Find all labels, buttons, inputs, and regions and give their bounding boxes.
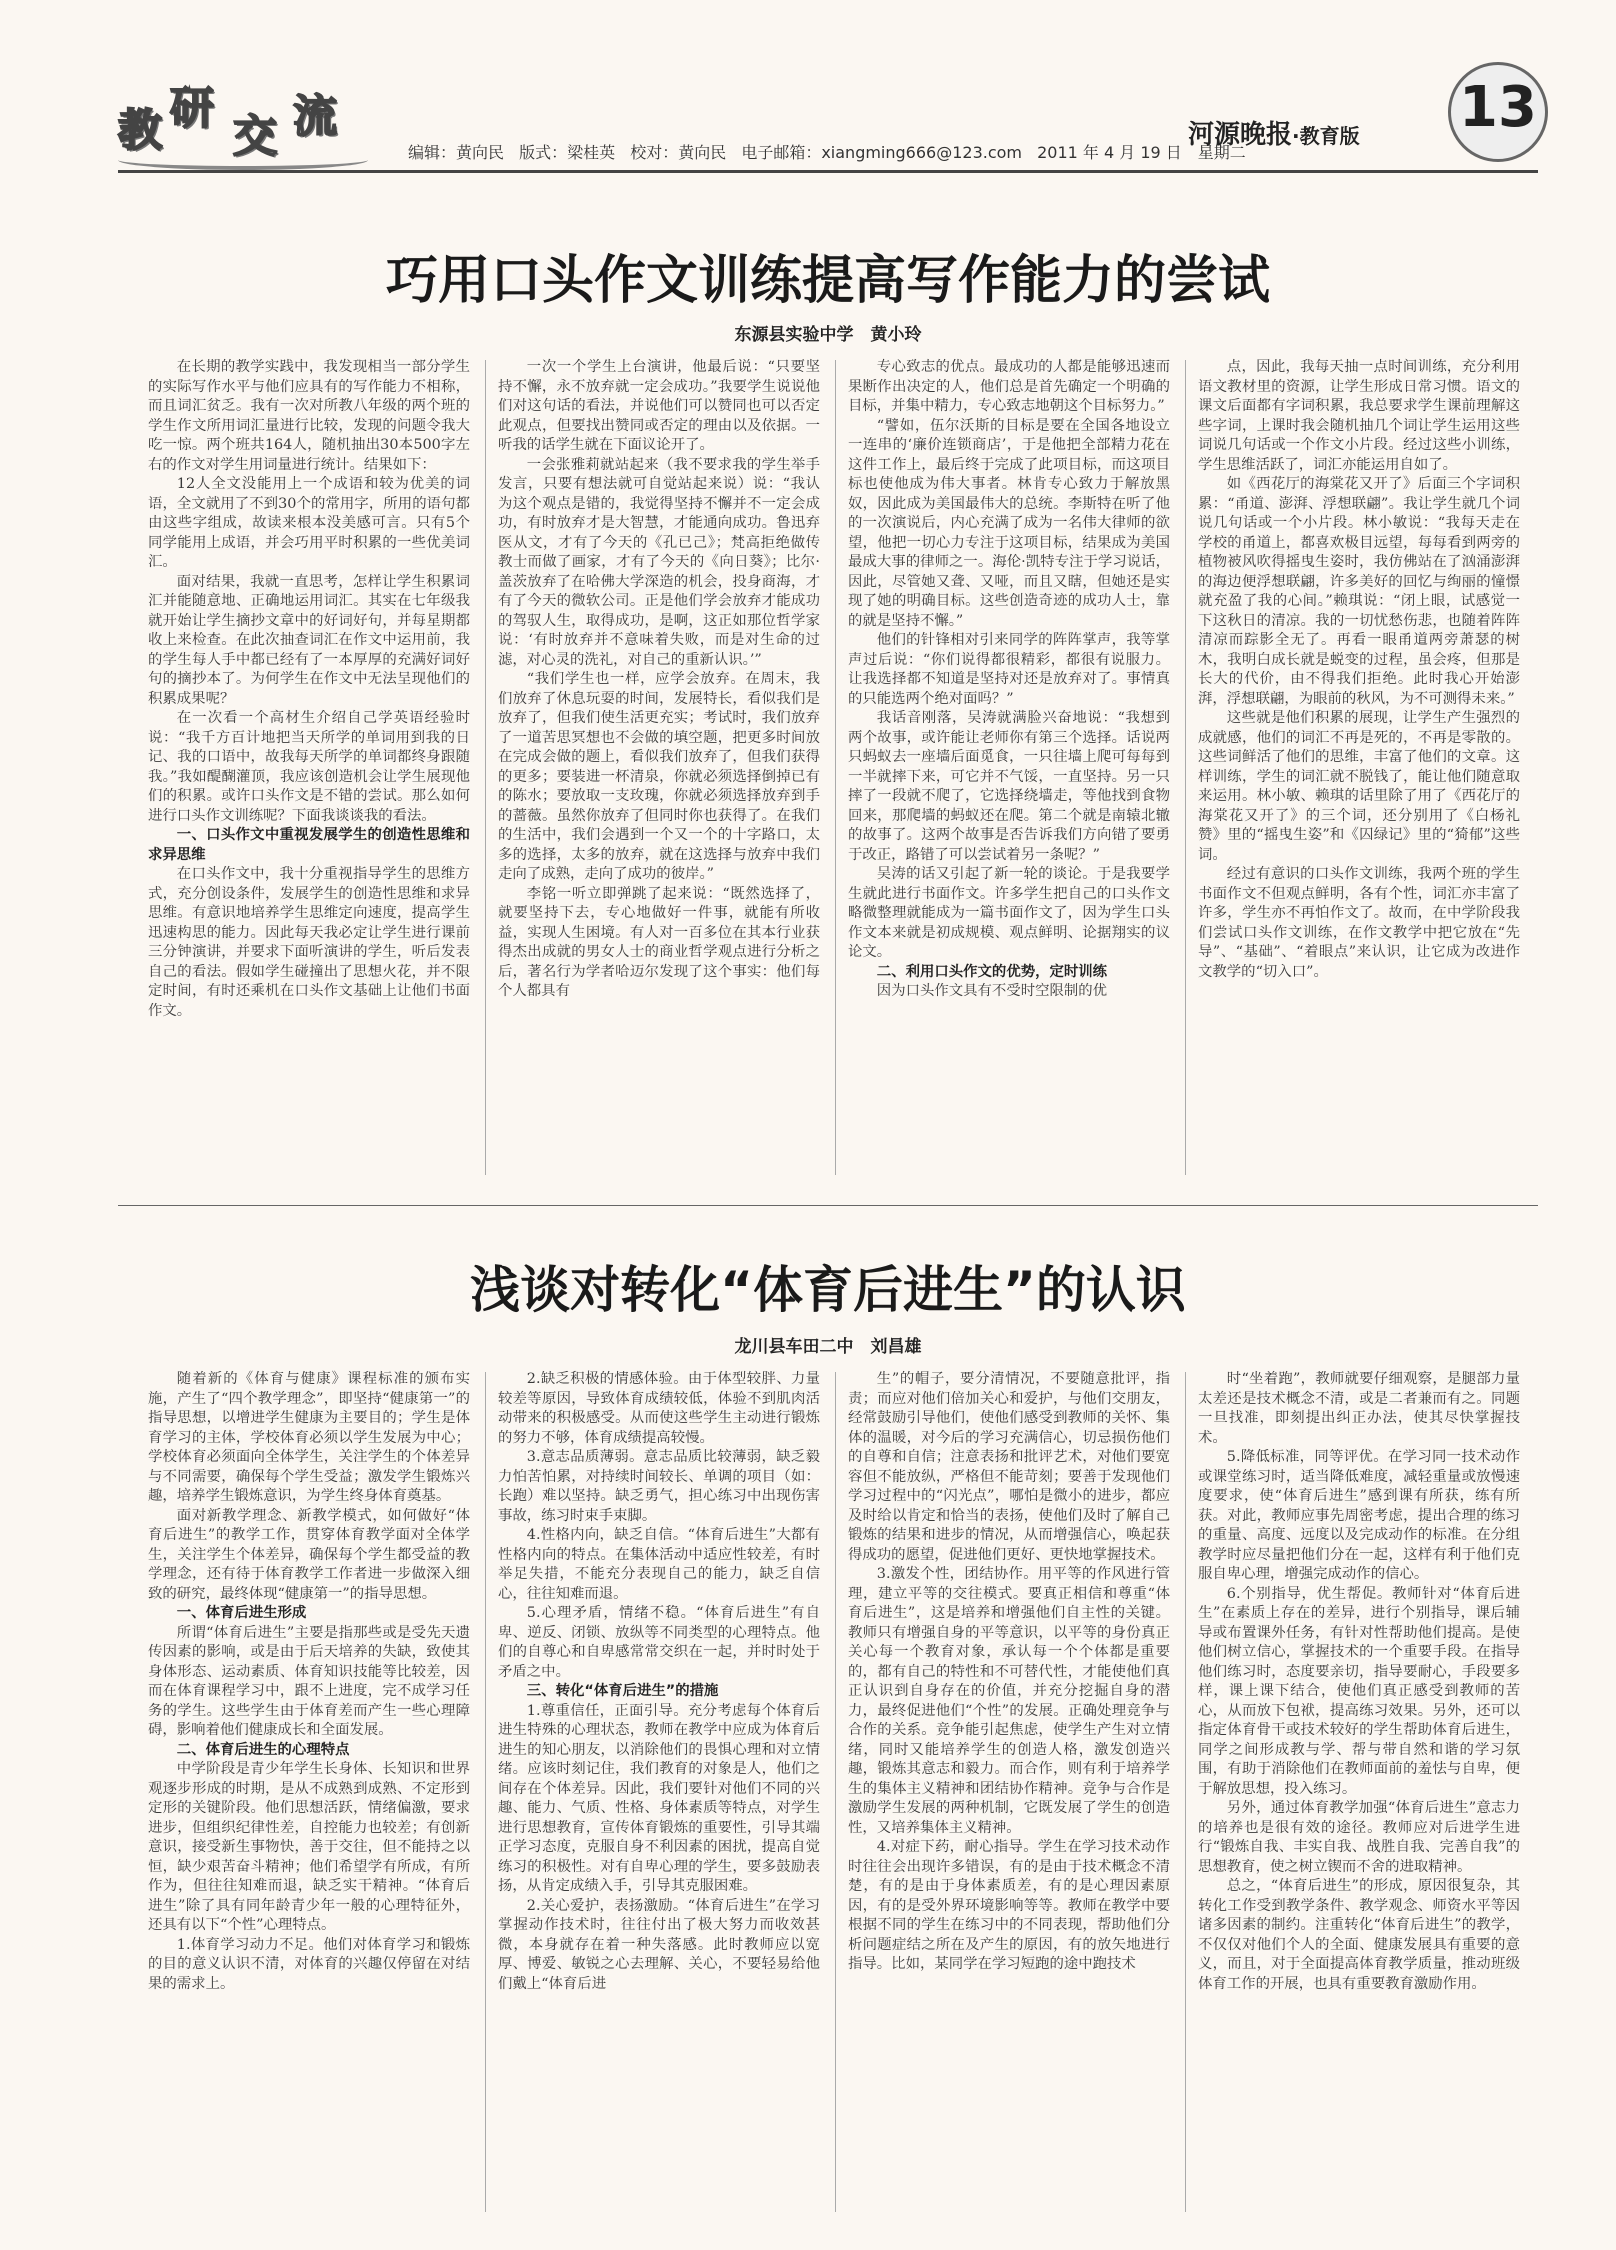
paragraph: “我们学生也一样，应学会放弃。在周末，我们放弃了休息玩耍的时间，发展特长，看似我们是放弃了，但我们使生活更充实；考试时，我们放弃了一道苦思冥想也不会做的填空题，把更多时间放在完成会做的题上，看似我们放弃了，但我们获得的更多；要装进一杯清泉，你就必须选择倒掉已有的陈水；要放取一支玫瑰，你就必须选择放弃到手的蔷薇。虽然你放弃了但同时你也获得了。在我们的生活中，我们会遇到一个又一个的十字路口，太多的选择，太多的放弃，就在这选择与放弃中我们走向了成熟，走向了成功的彼岸。” <box>498 671 820 882</box>
article2-author: 龙川县车田二中 刘昌雄 <box>734 1337 922 1357</box>
article-separator <box>118 1205 1538 1206</box>
article1-column-4 <box>1198 358 1520 1178</box>
article1-title: 巧用口头作文训练提高写作能力的尝试 <box>385 251 1270 311</box>
paragraph: 如《西花厅的海棠花又开了》后面三个字词积累：“甬道、澎湃、浮想联翩”。我让学生就几个词说几句话或一个小片段。林小敏说：“我每天走在学校的甬道上，都喜欢极目远望，每每看到两旁的植物被风吹得摇曳生姿时，我仿佛站在了汹涌澎湃的海边便浮想联翩，许多美好的回忆与绚丽的憧憬就充盈了我的心间。”赖琪说：“闭上眼，试感觉一下这秋日的清凉。我的一切忧愁伤悲，也随着阵阵清凉而踪影全无了。再看一眼甬道两旁萧瑟的树木，我明白成长就是蜕变的过程，虽会疼，但那是长大的代价，由不得我们拒绝。此时我心开始澎湃，浮想联翩，为眼前的秋风，为不可测得未来。” <box>1198 476 1520 707</box>
paragraph: 一次一个学生上台演讲，他最后说：“只要坚持不懈，永不放弃就一定会成功。”我要学生说说他们对这句话的看法，并说他们可以赞同也可以否定此观点，但要找出赞同或否定的理由以及依据。一听我的话学生就在下面议论开了。 <box>498 359 820 453</box>
paragraph: 随着新的《体育与健康》课程标准的颁布实施，产生了“四个教学理念”，即坚持“健康第一”的指导思想，以增进学生健康为主要目的；学生是体育学习的主体，学校体育必须以学生发展为中心；学校体育必须面向全体学生，关注学生的个体差异与不同需要，确保每个学生受益；激发学生锻炼兴趣，培养学生锻炼意识，为学生终身体育奠基。 <box>148 1371 470 1504</box>
article2-column-4 <box>1198 1370 1520 2215</box>
article1-column-2 <box>498 358 820 1178</box>
paragraph: 12人全文没能用上一个成语和较为优美的词语，全文就用了不到30个的常用字，所用的语句都由这些字组成，故读来根本没美感可言。只有5个同学能用上成语，并会巧用平时积累的一些优美词汇。 <box>148 476 470 570</box>
section-heading: 二、体育后进生的心理特点 <box>176 1741 350 1758</box>
paragraph: 时“坐着跑”，教师就要仔细观察，是腿部力量太差还是技术概念不清，或是二者兼而有之。同题一旦找准，即刻提出纠正办法，使其尽快掌握技术。 <box>1198 1371 1520 1446</box>
credits-line <box>408 140 1256 163</box>
paragraph: 1.尊重信任，正面引导。充分考虑每个体育后进生特殊的心理状态，教师在教学中应成为体育后进生的知心朋友，以消除他们的畏惧心理和对立情绪。应该时刻记住，我们教育的对象是人，他们之间存在个体差异。因此，我们要针对他们不同的兴趣、能力、气质、性格、身体素质等特点，对学生进行思想教育，宣传体育锻炼的重要性，引导其端正学习态度，克服自身不利因素的困扰，提高自觉练习的积极性。对有自卑心理的学生，要多鼓励表扬，从肯定成绩入手，引导其克服困难。 <box>498 1702 820 1894</box>
paragraph: 在一次看一个高材生介绍自己学英语经验时说：“我千方百计地把当天所学的单词用到我的日记、我的口语中，故我每天所学的单词都终身跟随我。”我如醍醐灌顶，我应该创造机会让学生展现他们的积累。或许口头作文是不错的尝试。那么如何进行口头作文训练呢？下面我谈谈我的看法。 <box>148 710 470 824</box>
section-heading: 二、利用口头作文的优势，定时训练 <box>876 963 1108 980</box>
paragraph: 他们的针锋相对引来同学的阵阵掌声，我等掌声过后说：“你们说得都很精彩，都很有说服力。让我选择都不知道是坚持对还是放弃对了。事情真的只能选两个绝对面吗？” <box>848 632 1170 707</box>
section-heading: 三、转化“体育后进生”的措施 <box>526 1683 719 1699</box>
paragraph: 4.对症下药，耐心指导。学生在学习技术动作时往往会出现许多错误，有的是由于技术概念不清楚，有的是由于身体素质差，有的是心理因素原因，有的是受外界环境影响等等。教师在教学中要根据不同的学生在练习中的不同表现，帮助他们分析问题症结之所在及产生的原因，有的放矢地进行指导。比如，某同学在学习短跑的途中跑技术 <box>848 1839 1170 1972</box>
section-char: 流 <box>293 91 337 142</box>
paragraph: 5.降低标准，同等评优。在学习同一技术动作或课堂练习时，适当降低难度，减轻重量或放慢速度要求，使“体育后进生”感到课有所获，练有所获。对此，教师应事先周密考虑，提出合理的练习的重量、高度、远度以及完成动作的标准。在分组教学时应尽量把他们分在一起，这样有利于他们克服自卑心理，增强完成动作的信心。 <box>1198 1449 1520 1582</box>
paragraph: 3.激发个性，团结协作。用平等的作风进行管理，建立平等的交往模式。要真正相信和尊重“体育后进生”，这是培养和增强他们自主性的关键。教师只有增强自身的平等意识，以平等的身份真正关心每一个教育对象，承认每一个个体都是重要的，都有自己的特性和不可替代性，才能使他们真正认识到自身存在的价值，并充分挖掘自身的潜力，最终促进他们“个性”的发展。正确处理竞争与合作的关系。竞争能引起焦虑，使学生产生对立情绪，同时又能培养学生的创造人格，激发创造兴趣，锻炼其意志和毅力。而合作，则有利于培养学生的集体主义精神和团结协作精神。竞争与合作是激励学生发展的两种机制，它既发展了学生的创造性，又培养集体主义精神。 <box>848 1566 1170 1836</box>
paper-logo <box>1188 114 1360 151</box>
edition-name: ·教育版 <box>1292 124 1360 148</box>
paragraph: 1.体育学习动力不足。他们对体育学习和锻炼的目的意义认识不清，对体育的兴趣仅停留在对结果的需求上。 <box>148 1936 470 1992</box>
paragraph: 这些就是他们积累的展现，让学生产生强烈的成就感，他们的词汇不再是死的，不再是零散的。这些词鲜活了他们的思维，丰富了他们的文章。这样训练，学生的词汇就不脱钱了，能让他们随意取来运用。林小敏、赖琪的话里除了用了《西花厅的海棠花又开了》的三个词，还分别用了《白杨礼赞》里的“摇曳生姿”和《囚绿记》里的“猗郁”这些词。 <box>1198 710 1520 863</box>
page-number-badge <box>1448 62 1548 162</box>
column-divider <box>835 1372 836 2212</box>
section-char: 交 <box>233 111 277 162</box>
paragraph: 总之，“体育后进生”的形成，原因很复杂，其转化工作受到教学条件、教学观念、师资水平等因诸多因素的制约。注重转化“体育后进生”的教学，不仅仅对他们个人的全面、健康发展具有重要的意义，而且，对于全面提高体育教学质量，推动班级体育工作的开展，也具有重要教育激励作用。 <box>1198 1878 1520 1992</box>
paragraph: 经过有意识的口头作文训练，我两个班的学生书面作文不但观点鲜明，各有个性，词汇亦丰富了许多，学生亦不再怕作文了。故而，在中学阶段我们尝试口头作文训练，在作文教学中把它放在“先导”、“基础”、“着眼点”来认识，让它成为改进作文教学的“切入口”。 <box>1198 866 1520 980</box>
article2-column-3 <box>848 1370 1170 2215</box>
paragraph: 在长期的教学实践中，我发现相当一部分学生的实际写作水平与他们应具有的写作能力不相称，而且词汇贫乏。我有一次对所教八年级的两个班的学生作文所用词汇量进行比较，发现的问题令我大吃一惊。两个班共164人，随机抽出30本500字左右的作文对学生用词量进行统计。结果如下： <box>148 359 470 473</box>
article1-column-1 <box>148 358 470 1178</box>
paragraph: 专心致志的优点。最成功的人都是能够迅速而果断作出决定的人，他们总是首先确定一个明确的目标，并集中精力，专心致志地朝这个目标努力。” <box>848 359 1170 414</box>
paragraph: 所谓“体育后进生”主要是指那些或是受先天遗传因素的影响，或是由于后天培养的失缺，致使其身体形态、运动素质、体育知识技能等比较差，因而在体育课程学习中，跟不上进度，完不成学习任务的学生。这些学生由于体育差而产生一些心理障碍，影响着他们健康成长和全面发展。 <box>148 1624 470 1738</box>
layout-credit: 版式：梁桂英 <box>519 143 616 162</box>
page-number: 13 <box>1459 75 1537 140</box>
proof-credit: 校对：黄向民 <box>630 143 727 162</box>
paragraph: 另外，通过体育教学加强“体育后进生”意志力的培养也是很有效的途径。教师应对后进学生进行“锻炼自我、丰实自我、战胜自我、完善自我”的思想教育，使之树立锲而不舍的进取精神。 <box>1198 1800 1520 1875</box>
paragraph: 吴涛的话又引起了新一轮的谈论。于是我要学生就此进行书面作文。许多学生把自己的口头作文略微整理就能成为一篇书面作文了，因为学生口头作文本来就是初成规模、观点鲜明、论据翔实的议论文。 <box>848 866 1170 960</box>
paragraph: 6.个别指导，优生帮促。教师针对“体育后进生”在素质上存在的差异，进行个别指导，课后辅导或布置课外任务，有针对性帮助他们提高。是使他们树立信心，掌握技术的一个重要手段。在指导他们练习时，态度要亲切，指导要耐心，手段要多样，课上课下结合，使他们真正感受到教师的苦心，从而放下包袱，提高练习效果。另外，还可以指定体育骨干或技术较好的学生帮助体育后进生，同学之间形成教与学、帮与带自然和谐的学习氛围，有助于消除他们在教师面前的羞怯与自卑，便于解放思想，投入练习。 <box>1198 1585 1520 1797</box>
paragraph: 点，因此，我每天抽一点时间训练，充分利用语文教材里的资源，让学生形成日常习惯。语文的课文后面都有字词积累，我总要求学生课前理解这些字词，上课时我会随机抽几个词让学生运用这些词说几句话或一个作文小片段。经过这些小训练，学生思维活跃了，词汇亦能运用自如了。 <box>1198 359 1520 473</box>
paragraph: 在口头作文中，我十分重视指导学生的思维方式，充分创设条件，发展学生的创造性思维和求异思维。有意识地培养学生思维定向速度，提高学生迅速构思的能力。因此每天我必定让学生进行课前三分钟演讲，并要求下面听演讲的学生，听后发表自己的看法。假如学生碰撞出了思想火花，并不限定时间，有时还乘机在口头作文基础上让他们书面作文。 <box>148 866 470 1019</box>
section-logo <box>118 72 368 162</box>
column-divider <box>485 360 486 1175</box>
paragraph: 2.缺乏积极的情感体验。由于体型较胖、力量较差等原因，导致体育成绩较低，体验不到肌肉活动带来的积极感受。从而使这些学生主动进行锻炼的努力不够，体育成绩提高较慢。 <box>498 1371 820 1446</box>
paragraph: 面对新教学理念、新教学模式，如何做好“体育后进生”的教学工作，贯穿体育教学面对全体学生，关注学生个体差异，确保每个学生都受益的教学理念，还有待于体育教学工作者进一步做深入细致的研究，最终体现“健康第一”的指导思想。 <box>148 1507 470 1602</box>
article1-author: 东源县实验中学 黄小玲 <box>734 325 922 345</box>
section-char: 研 <box>170 83 214 134</box>
issue-date: 2011 年 4 月 19 日 星期二 <box>1037 143 1246 162</box>
paragraph: “譬如，伍尔沃斯的目标是要在全国各地设立一连串的‘廉价连锁商店’，于是他把全部精力花在这件工作上，最后终于完成了此项目标，而这项目标也使他成为伟大事者。林肯专心致力于解放黑奴，因此成为美国最伟大的总统。李斯特在听了他的一次演说后，内心充满了成为一名伟大律师的欲望，他把一切心力专注于这项目标，结果成为美国最成大事的律师之一。海伦·凯特专注于学习说话，因此，尽管她又聋、又哑，而且又瞎，但她还是实现了她的明确目标。这些创造奇迹的成功人士，靠的就是坚持不懈。” <box>848 417 1170 629</box>
article1-column-3 <box>848 358 1170 1178</box>
column-divider <box>1185 1372 1186 2212</box>
paragraph: 2.关心爱护，表扬激励。“体育后进生”在学习掌握动作技术时，往往付出了极大努力而收效甚微，本身就存在着一种失落感。此时教师应以宽厚、博爱、敏锐之心去理解、关心，不要轻易给他们戴上“体育后进 <box>498 1897 820 1992</box>
paper-name: 河源晚报 <box>1188 120 1293 150</box>
email-credit: 电子邮箱：xiangming666@123.com <box>741 143 1023 162</box>
header-rule <box>118 170 1538 173</box>
column-divider <box>1185 360 1186 1175</box>
column-divider <box>485 1372 486 2212</box>
article2-title: 浅谈对转化“体育后进生”的认识 <box>470 1261 1186 1319</box>
article2-column-1 <box>148 1370 470 2215</box>
editor-credit: 编辑：黄向民 <box>408 143 505 162</box>
paragraph: 3.意志品质薄弱。意志品质比较薄弱，缺乏毅力怕苦怕累，对持续时间较长、单调的项目（如：长跑）难以坚持。缺乏勇气，担心练习中出现伤害事故，练习时束手束脚。 <box>498 1449 820 1524</box>
paragraph: 因为口头作文具有不受时空限制的优 <box>876 983 1108 999</box>
paragraph: 一会张雅莉就站起来（我不要求我的学生举手发言，只要有想法就可自觉站起来说）说：“我认为这个观点是错的，我觉得坚持不懈并不一定会成功，有时放弃才是大智慧，才能通向成功。鲁迅弃医从文，才有了今天的《孔已己》；梵高拒绝做传教士而做了画家，才有了今天的《向日葵》；比尔·盖茨放弃了在哈佛大学深造的机会，投身商海，才有了今天的微软公司。正是他们学会放弃才能成功的驾驭人生，取得成功，是啊，这正如那位哲学家说：‘有时放弃并不意味着失败，而是对生命的过滤，对心灵的洗礼，对自己的重新认识。’” <box>498 456 820 668</box>
paragraph: 面对结果，我就一直思考，怎样让学生积累词汇并能随意地、正确地运用词汇。其实在七年级我就开始让学生摘抄文章中的好词好句，并每星期都收上来检查。在此次抽查词汇在作文中运用前，我的学生每人手中都已经有了一本厚厚的充满好词好句的摘抄本了。为何学生在作文中无法呈现他们的积累成果呢？ <box>148 573 470 707</box>
section-heading: 一、口头作文中重视发展学生的创造性思维和求异思维 <box>148 827 470 863</box>
paragraph: 我话音刚落，吴涛就满脸兴奋地说：“我想到两个故事，或许能让老师你有第三个选择。话说两只蚂蚁去一座墙后面觅食，一只往墙上爬可每每到一半就摔下来，可它并不气馁，一直坚持。另一只摔了一段就不爬了，它选择绕墙走，等他找到食物回来，那爬墙的蚂蚁还在爬。第二个就是南辕北辙的故事了。这两个故事是否告诉我们方向错了要勇于改正，路错了可以尝试着另一条呢？” <box>848 710 1170 863</box>
paragraph: 中学阶段是青少年学生长身体、长知识和世界观逐步形成的时期，是从不成熟到成熟、不定形到定形的关键阶段。他们思想活跃，情绪偏激，要求进步，但组织纪律性差，自控能力也较差；有创新意识，接受新生事物快，善于交往，但不能持之以恒，缺少艰苦奋斗精神；他们希望学有所成，有所作为，但往往知难而退，缺乏实干精神。“体育后进生”除了具有同年龄青少年一般的心理特征外，还具有以下“个性”心理特点。 <box>148 1761 470 1933</box>
paragraph: 李铭一听立即弹跳了起来说：“既然选择了，就要坚持下去，专心地做好一件事，就能有所收益，实现人生困境。有人对一百多位在其本行业获得杰出成就的男女人士的商业哲学观点进行分析之后，著名行为学者哈迈尔发现了这个事实：他们每个人都具有 <box>498 885 820 999</box>
column-divider <box>835 360 836 1175</box>
article2-column-2 <box>498 1370 820 2215</box>
swirl-decoration <box>118 150 368 170</box>
paragraph: 5.心理矛盾，情绪不稳。“体育后进生”有自卑、逆反、闭锁、放纵等不同类型的心理特点。他们的自尊心和自卑感常常交织在一起，并时时处于矛盾之中。 <box>498 1605 820 1680</box>
section-heading: 一、体育后进生形成 <box>176 1605 307 1621</box>
paragraph: 生”的帽子，要分清情况，不要随意批评，指责；而应对他们倍加关心和爱护，与他们交朋友，经常鼓励引导他们，使他们感受到教师的关怀、集体的温暖，对今后的学习充满信心，切忌损伤他们的自尊和自信；注意表扬和批评艺术，对他们要宽容但不能放纵，严格但不能苛刻；要善于发现他们学习过程中的“闪光点”，哪怕是微小的进步，都应及时给以肯定和恰当的表扬，使他们及时了解自己锻炼的结果和进步的情况，从而增强信心，唤起获得成功的愿望，促进他们更好、更快地掌握技术。 <box>848 1371 1170 1563</box>
masthead <box>118 62 1538 162</box>
paragraph: 4.性格内向，缺乏自信。“体育后进生”大都有性格内向的特点。在集体活动中适应性较差，有时举足失措，不能充分表现自己的能力，缺乏自信心，往往知难而退。 <box>498 1527 820 1602</box>
section-char: 教 <box>118 105 162 156</box>
